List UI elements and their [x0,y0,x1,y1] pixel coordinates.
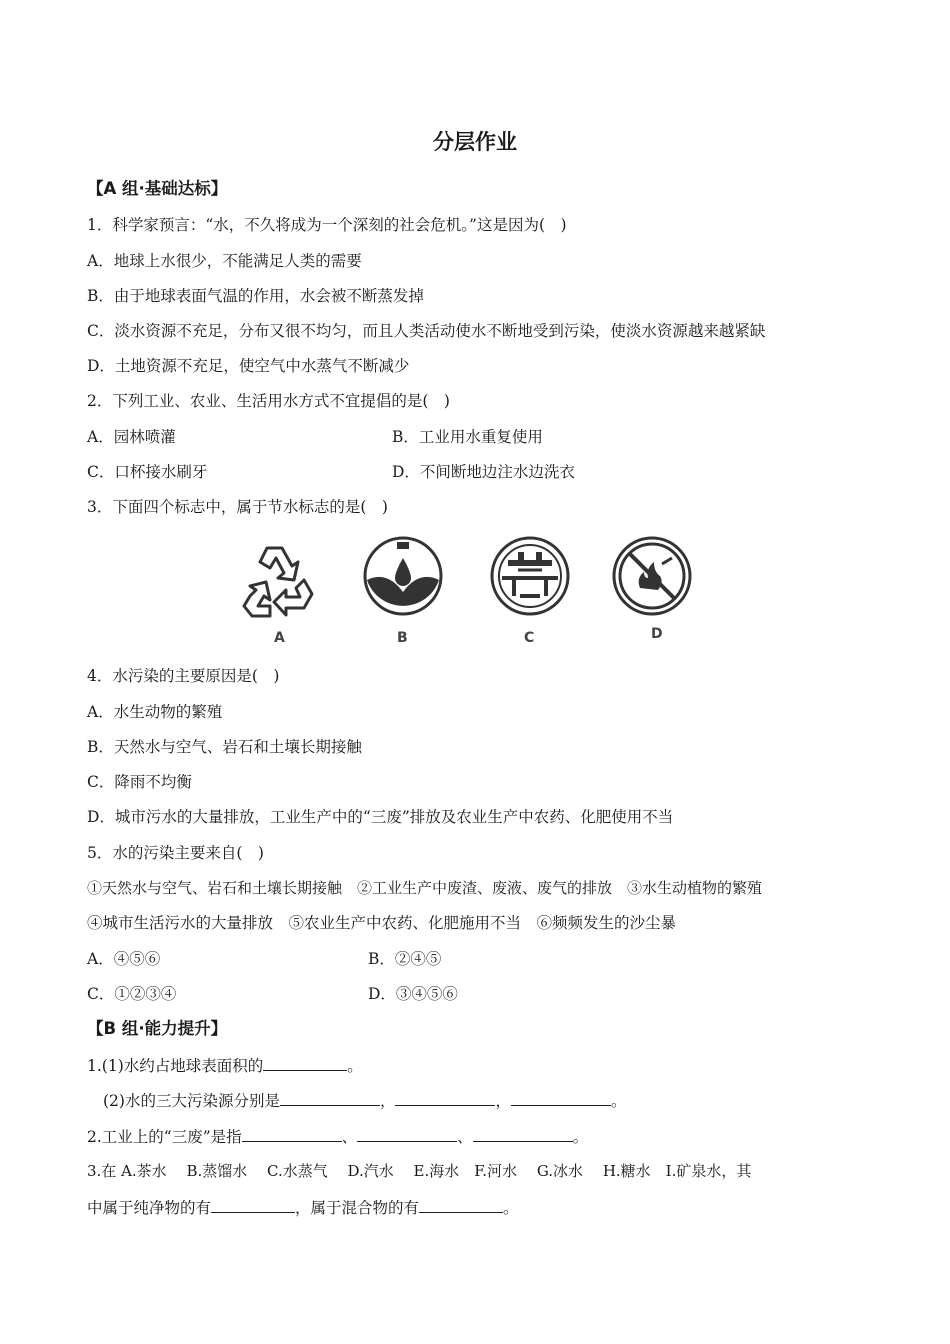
separator: 、 [341,1128,358,1146]
separator: ， [379,1092,396,1110]
logo-label-c: C [524,630,535,646]
q4-option-c: C．降雨不均衡 [87,773,192,791]
end-mark: 。 [503,1199,519,1217]
q2-option-a: A．园林喷灌 [87,428,176,446]
q1-option-c: C．淡水资源不充足，分布又很不均匀，而且人类活动使水不断地受到污染，使淡水资源越来越紧缺 [87,322,766,340]
q5-option-b: B．②④⑤ [368,950,442,968]
q3-logos [230,530,720,650]
b3-line-2 [87,1196,519,1219]
q2-option-b: B．工业用水重复使用 [392,428,543,446]
q4-option-d: D．城市污水的大量排放，工业生产中的“三废”排放及农业生产中农药、化肥使用不当 [87,808,674,826]
q1-option-d: D．土地资源不充足，使空气中水蒸气不断减少 [87,357,410,375]
logo-label-d: D [651,626,663,642]
answer-blank[interactable] [211,1196,295,1213]
q2-option-d: D．不间断地边注水边洗衣 [392,463,575,481]
q1-stem: 1．科学家预言：“水，不久将成为一个深刻的社会危机。”这是因为( ) [87,216,567,234]
q5-option-d: D．③④⑤⑥ [368,985,458,1003]
answer-blank[interactable] [473,1125,573,1142]
section-b-heading: 【B 组·能力提升】 [87,1019,228,1038]
q5-sources-line-1: ①天然水与空气、岩石和土壤长期接触 ②工业生产中废渣、废液、废气的排放 ③水生动植物的繁殖 [87,879,763,897]
end-mark: 。 [572,1128,589,1146]
answer-blank[interactable] [263,1054,347,1071]
answer-blank[interactable] [395,1089,495,1106]
section-a-heading: 【A 组·基础达标】 [87,179,228,198]
q1-option-b: B．由于地球表面气温的作用，水会被不断蒸发掉 [87,287,424,305]
q5-option-a: A．④⑤⑥ [87,950,161,968]
q1-option-a: A．地球上水很少，不能满足人类的需要 [87,252,362,270]
no-burning-icon [610,534,694,618]
water-saving-icon [361,534,445,618]
b3-line-1: 3.在 A.茶水 B.蒸馏水 C.水蒸气 D.汽水 E.海水 F.河水 G.冰水 H.糖水 I.矿泉水，其 [87,1162,752,1180]
building-symbol-icon [488,534,572,618]
b2-text: 2.工业上的“三废”是指 [87,1128,242,1146]
logo-label-b: B [397,630,408,646]
q5-sources-line-2: ④城市生活污水的大量排放 ⑤农业生产中农药、化肥施用不当 ⑥频频发生的沙尘暴 [87,914,677,932]
b1-part2-text: (2)水的三大污染源分别是 [103,1092,280,1110]
q2-option-c: C．口杯接水刷牙 [87,463,208,481]
answer-blank[interactable] [357,1125,457,1142]
end-mark: 。 [611,1092,627,1110]
separator: 、 [457,1128,473,1146]
answer-blank[interactable] [242,1125,342,1142]
answer-blank[interactable] [280,1089,380,1106]
q4-option-a: A．水生动物的繁殖 [87,703,223,721]
b3-text-mixture: ，属于混合物的有 [295,1199,420,1217]
b1-part1-end: 。 [347,1057,363,1075]
b1-part1 [87,1054,363,1077]
q5-option-c: C．①②③④ [87,985,177,1003]
b1-part2 [103,1089,627,1112]
b2-question [87,1125,588,1148]
q5-stem: 5．水的污染主要来自( ) [87,844,264,862]
b1-part1-text: 1.(1)水约占地球表面积的 [87,1057,264,1075]
q4-stem: 4．水污染的主要原因是( ) [87,667,280,685]
b3-text-pure: 中属于纯净物的有 [87,1199,212,1217]
answer-blank[interactable] [419,1196,503,1213]
q2-stem: 2．下列工业、农业、生活用水方式不宜提倡的是( ) [87,392,450,410]
separator: ， [495,1092,511,1110]
logo-label-a: A [274,630,285,646]
answer-blank[interactable] [511,1089,611,1106]
recycle-icon [234,536,320,622]
q3-stem: 3．下面四个标志中，属于节水标志的是( ) [87,498,388,516]
page-title: 分层作业 [433,130,517,154]
q4-option-b: B．天然水与空气、岩石和土壤长期接触 [87,738,362,756]
